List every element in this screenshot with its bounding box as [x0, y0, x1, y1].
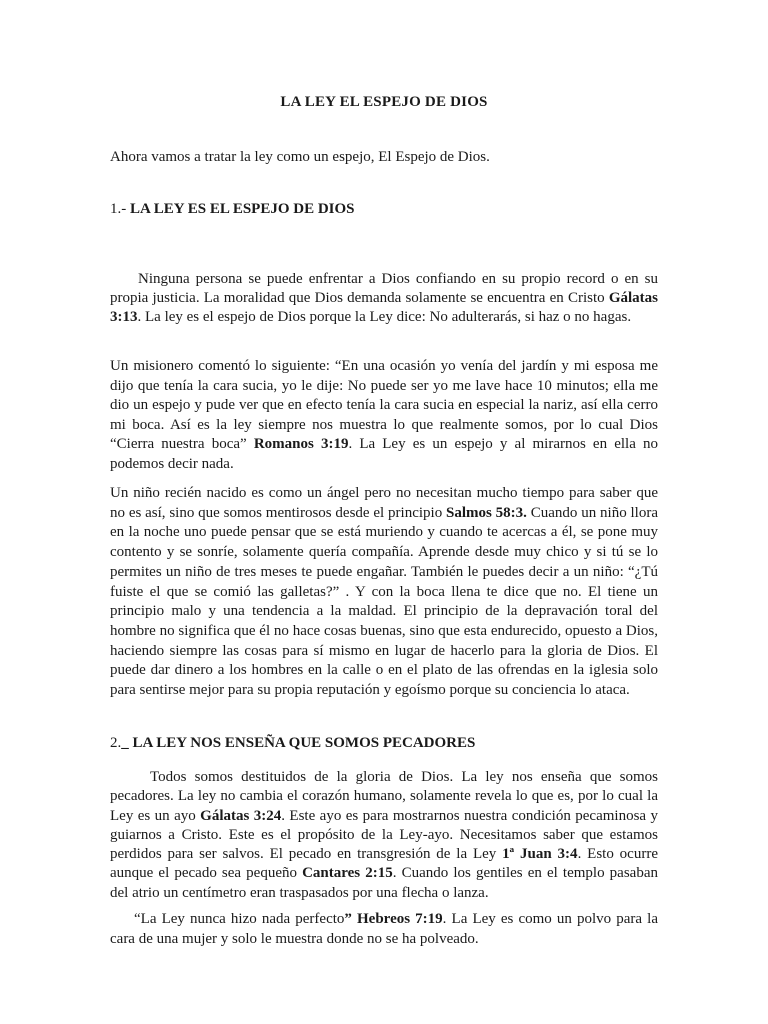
section-2-heading	[110, 733, 658, 753]
scripture-reference: Salmos 58:3.	[446, 504, 527, 521]
section-1-paragraph-2	[110, 357, 658, 474]
section-1-title: LA LEY ES EL ESPEJO DE DIOS	[130, 201, 355, 217]
section-2-number: 2.	[110, 735, 122, 751]
paragraph-text: . La Ley es un espejo y al mirarnos en ella no podemos decir nada.	[110, 436, 658, 472]
paragraph-text: . La Ley es como un polvo para la cara de una mujer y solo le muestra donde no se ha polveado.	[110, 911, 659, 947]
paragraph-text: Un niño recién nacido es como un ángel pero no necesitan mucho tiempo para saber que no es así, sino que somos mentirosos desde el principio	[110, 485, 658, 521]
paragraph-text: Un misionero comentó lo siguiente: “En una ocasión yo venía del jardín y mi esposa me dijo que tenía la cara sucia, yo le dije: No puede ser yo me lave hace 10 minutos; ella me dio un espejo y pude ver que en efecto tenía la cara sucia en especial la nariz, así ella cerro mi boca. Así es la ley siempre nos muestra lo que realmente somos, por lo cual Dios “Cierra nuestra boca”	[110, 358, 658, 452]
section-2-paragraph-1	[110, 768, 658, 903]
paragraph-text: . Este ayo es para mostrarnos nuestra condición pecaminosa y guiarnos a Cristo. Este es el propósito de la Ley-ayo. Necesitamos saber que estamos perdidos para ser salvos. El pecado en transgresión de la Ley	[110, 807, 658, 863]
scripture-reference: 1ª Juan 3:4	[502, 846, 578, 863]
intro-paragraph: Ahora vamos a tratar la ley como un espejo, El Espejo de Dios.	[110, 149, 490, 165]
paragraph-text: “La Ley nunca hizo nada perfecto	[134, 911, 345, 927]
paragraph-text: . La ley es el espejo de Dios porque la Ley dice: No adulterarás, si haz o no hagas.	[137, 309, 632, 325]
scripture-reference: ” Hebreos 7:19	[344, 911, 443, 927]
paragraph-text: . Cuando los gentiles en el templo pasaban del atrio un centímetro eran traspasados por una flecha o lanza.	[110, 865, 658, 901]
document-title: LA LEY EL ESPEJO DE DIOS	[280, 94, 488, 110]
section-1-paragraph-1	[110, 270, 658, 327]
section-2-paragraph-2	[110, 910, 658, 949]
paragraph-text: Cuando un niño llora en la noche uno puede pensar que se está muriendo y cuando te acercas a él, se pone muy contento y se sonríe, solamente quería compañía. Aprende desde muy chico y si tú se lo permites un niño de tres meses te puede engañar. También le puedes decir a un niño: “¿Tú fuiste el que se comió las galletas?” . Y con la boca llena te dice que no. El tiene un principio malo y una tendencia a la maldad. El principio de la depravación toral del hombre no significa que él no hace cosas buenas, sino que esta endurecido, opuesto a Dios, haciendo siempre las cosas para sí mismo en lugar de hacerlo para la gloria de Dios. El puede dar dinero a los hombres en la calle o en el plato de las ofrendas en la iglesia solo para sentirse mejor para su propia reputación y egoísmo porque su conciencia lo ataca.	[110, 504, 658, 699]
section-1-number: 1.-	[110, 201, 130, 217]
scripture-reference: Gálatas 3:13	[110, 290, 658, 325]
scripture-reference: Gálatas 3:24	[200, 807, 282, 824]
paragraph-text: Ninguna persona se puede enfrentar a Dios confiando en su propio record o en su propia justicia. La moralidad que Dios demanda solamente se encuentra en Cristo	[110, 271, 658, 306]
scripture-reference: Cantares 2:15	[302, 865, 393, 882]
section-1-paragraph-3	[110, 484, 658, 701]
paragraph-text: . Esto ocurre aunque el pecado sea pequeño	[110, 846, 658, 882]
paragraph-text: Todos somos destituidos de la gloria de Dios. La ley nos enseña que somos pecadores. La ley no cambia el corazón humano, solamente revela lo que es, por lo cual la Ley es un ayo	[110, 769, 658, 824]
scripture-reference: Romanos 3:19	[253, 436, 349, 452]
section-2-title: _ LA LEY NOS ENSEÑA QUE SOMOS PECADORES	[121, 735, 476, 751]
section-1-heading	[110, 199, 658, 219]
